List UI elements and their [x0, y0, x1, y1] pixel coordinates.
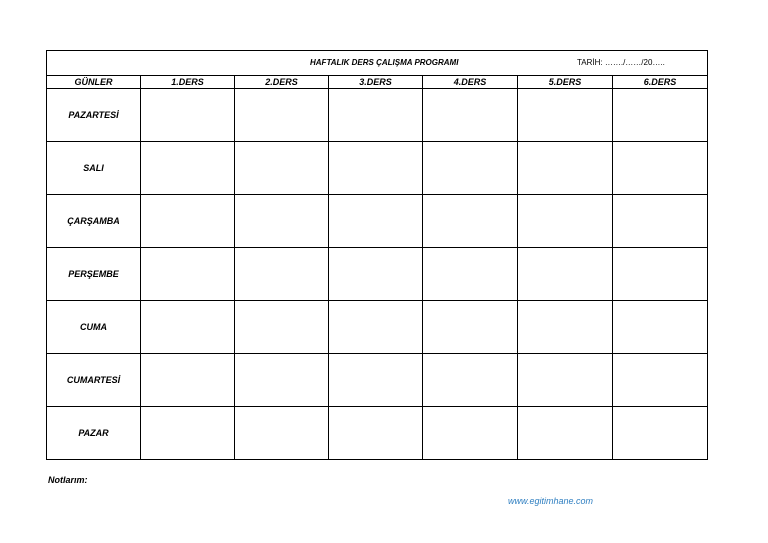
column-header-days: GÜNLER [47, 76, 141, 89]
header-row [47, 76, 708, 89]
schedule-cell[interactable] [141, 142, 235, 195]
schedule-cell[interactable] [329, 89, 423, 142]
day-label: PAZARTESİ [47, 89, 141, 142]
table-row [47, 89, 708, 142]
schedule-cell[interactable] [423, 301, 518, 354]
schedule-cell[interactable] [423, 354, 518, 407]
schedule-cell[interactable] [235, 142, 329, 195]
schedule-cell[interactable] [235, 354, 329, 407]
schedule-cell[interactable] [518, 354, 613, 407]
schedule-cell[interactable] [613, 89, 708, 142]
schedule-cell[interactable] [235, 301, 329, 354]
schedule-cell[interactable] [423, 142, 518, 195]
table-row [47, 354, 708, 407]
date-field: TARİH: ……./……/20….. [577, 58, 665, 67]
schedule-cell[interactable] [329, 407, 423, 460]
schedule-cell[interactable] [141, 248, 235, 301]
day-label: PERŞEMBE [47, 248, 141, 301]
table-row [47, 142, 708, 195]
schedule-cell[interactable] [329, 301, 423, 354]
schedule-cell[interactable] [518, 195, 613, 248]
schedule-cell[interactable] [518, 407, 613, 460]
schedule-cell[interactable] [141, 407, 235, 460]
day-label: ÇARŞAMBA [47, 195, 141, 248]
day-label: CUMARTESİ [47, 354, 141, 407]
schedule-title: HAFTALIK DERS ÇALIŞMA PROGRAMI [310, 58, 459, 67]
schedule-cell[interactable] [613, 195, 708, 248]
schedule-cell[interactable] [235, 89, 329, 142]
schedule-cell[interactable] [329, 354, 423, 407]
schedule-cell[interactable] [518, 142, 613, 195]
schedule-cell[interactable] [141, 195, 235, 248]
table-row [47, 407, 708, 460]
schedule-cell[interactable] [235, 248, 329, 301]
schedule-cell[interactable] [613, 301, 708, 354]
schedule-cell[interactable] [613, 248, 708, 301]
day-label: CUMA [47, 301, 141, 354]
schedule-cell[interactable] [141, 354, 235, 407]
schedule-cell[interactable] [329, 248, 423, 301]
column-header-lesson-3: 3.DERS [329, 76, 423, 89]
column-header-lesson-4: 4.DERS [423, 76, 518, 89]
schedule-cell[interactable] [329, 142, 423, 195]
study-schedule-table [46, 50, 708, 460]
column-header-lesson-1: 1.DERS [141, 76, 235, 89]
schedule-cell[interactable] [423, 407, 518, 460]
schedule-cell[interactable] [329, 195, 423, 248]
schedule-cell[interactable] [518, 301, 613, 354]
column-header-lesson-2: 2.DERS [235, 76, 329, 89]
schedule-cell[interactable] [235, 407, 329, 460]
schedule-cell[interactable] [518, 248, 613, 301]
schedule-cell[interactable] [141, 89, 235, 142]
day-label: PAZAR [47, 407, 141, 460]
schedule-cell[interactable] [141, 301, 235, 354]
day-label: SALI [47, 142, 141, 195]
title-row [47, 51, 708, 76]
schedule-cell[interactable] [613, 407, 708, 460]
schedule-cell[interactable] [613, 354, 708, 407]
table-row [47, 248, 708, 301]
schedule-cell[interactable] [613, 142, 708, 195]
schedule-cell[interactable] [423, 89, 518, 142]
column-header-lesson-6: 6.DERS [613, 76, 708, 89]
schedule-cell[interactable] [423, 248, 518, 301]
schedule-cell[interactable] [235, 195, 329, 248]
column-header-lesson-5: 5.DERS [518, 76, 613, 89]
table-row [47, 301, 708, 354]
schedule-cell[interactable] [518, 89, 613, 142]
title-cell [47, 51, 708, 76]
table-row [47, 195, 708, 248]
website-link[interactable]: www.egitimhane.com [508, 496, 594, 506]
notes-label: Notlarım: [48, 475, 88, 485]
schedule-cell[interactable] [423, 195, 518, 248]
